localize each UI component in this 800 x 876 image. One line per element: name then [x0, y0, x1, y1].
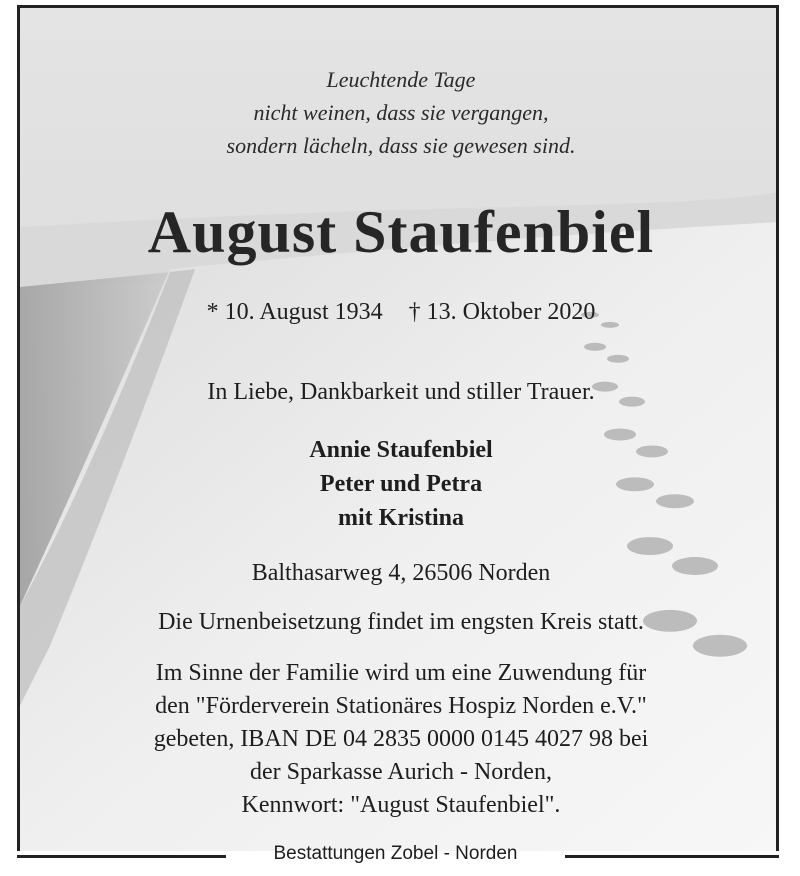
poem-line-1: Leuchtende Tage — [326, 67, 476, 92]
donation-line-1: Im Sinne der Familie wird um eine Zuwendung für — [155, 660, 647, 686]
poem-line-2: nicht weinen, dass sie vergangen, — [253, 100, 549, 125]
birth-date: * 10. August 1934 — [206, 299, 383, 325]
burial-note: Die Urnenbeisetzung findet im engsten Kreis statt. — [158, 609, 644, 635]
funeral-home: Bestattungen Zobel - Norden — [273, 843, 518, 864]
mourner-3: mit Kristina — [338, 505, 464, 531]
mourner-2: Peter und Petra — [319, 471, 483, 497]
mourner-1: Annie Staufenbiel — [309, 437, 493, 463]
notice-frame — [17, 5, 779, 851]
donation-line-5: Kennwort: "August Staufenbiel". — [241, 792, 561, 818]
life-dates — [20, 299, 779, 326]
address: Balthasarweg 4, 26506 Norden — [251, 560, 551, 586]
deceased-name: August Staufenbiel — [147, 199, 655, 265]
footer-rule-right — [565, 855, 779, 858]
footer-rule-left — [17, 855, 226, 858]
poem-line-3: sondern lächeln, dass sie gewesen sind. — [226, 133, 576, 158]
donation-line-3: gebeten, IBAN DE 04 2835 0000 0145 4027 98 bei — [153, 726, 649, 752]
donation-line-2: den "Förderverein Stationäres Hospiz Norden e.V." — [155, 693, 647, 719]
donation-line-4: der Sparkasse Aurich - Norden, — [250, 759, 552, 785]
mourning-line: In Liebe, Dankbarkeit und stiller Trauer. — [207, 379, 595, 405]
death-date: † 13. Oktober 2020 — [408, 299, 596, 325]
